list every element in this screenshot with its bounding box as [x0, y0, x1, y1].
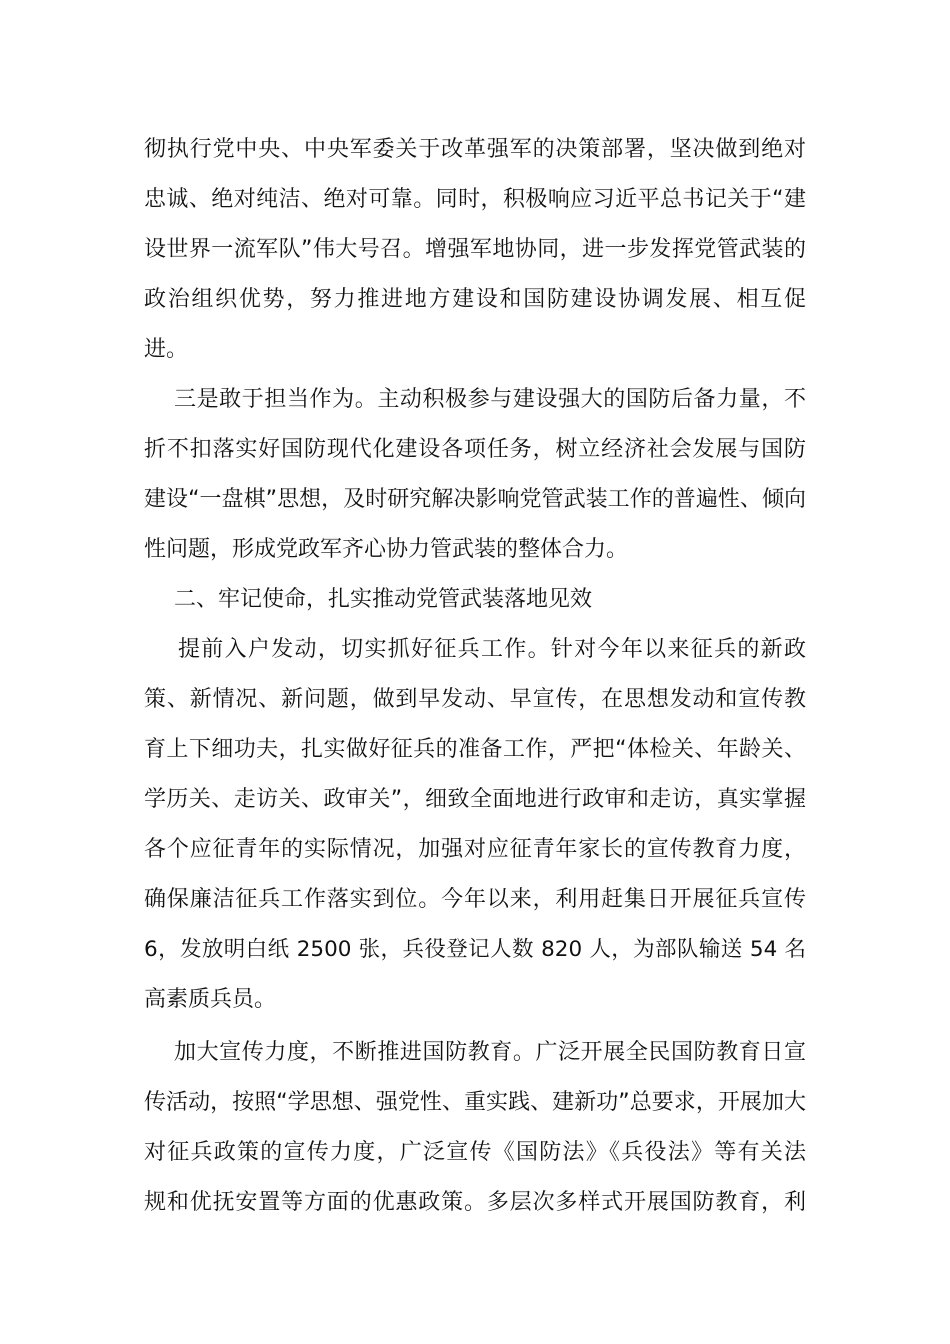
text-line: 折不扣落实好国防现代化建设各项任务，树立经济社会发展与国防: [144, 437, 806, 462]
text-line: 进。: [144, 337, 189, 362]
text-line: 忠诚、绝对纯洁、绝对可靠。同时，积极响应习近平总书记关于“建: [144, 187, 806, 212]
text-line: 育上下细功夫，扎实做好征兵的准备工作，严把“体检关、年龄关、: [144, 737, 806, 762]
section-heading: 二、牢记使命，扎实推动党管武装落地见效: [174, 587, 593, 612]
paragraph-heading-line: 三是敢于担当作为。主动积极参与建设强大的国防后备力量，不: [174, 387, 806, 412]
text-line: 传活动，按照“学思想、强党性、重实践、建新功”总要求，开展加大: [144, 1090, 806, 1115]
text-line: 高素质兵员。: [144, 987, 277, 1012]
text-line: 设世界一流军队”伟大号召。增强军地协同，进一步发挥党管武装的: [144, 237, 806, 262]
text-line: 确保廉洁征兵工作落实到位。今年以来，利用赶集日开展征兵宣传: [144, 887, 806, 912]
text-line: 规和优抚安置等方面的优惠政策。多层次多样式开展国防教育，利: [144, 1190, 806, 1215]
text-line: 对征兵政策的宣传力度，广泛宣传《国防法》《兵役法》等有关法: [144, 1140, 806, 1165]
text-line: 建设“一盘棋”思想，及时研究解决影响党管武装工作的普遍性、倾向: [144, 487, 806, 512]
text-line: 6，发放明白纸 2500 张，兵役登记人数 820 人，为部队输送 54 名: [144, 937, 806, 962]
text-line: 策、新情况、新问题，做到早发动、早宣传，在思想发动和宣传教: [144, 687, 806, 712]
text-line: 学历关、走访关、政审关”，细致全面地进行政审和走访，真实掌握: [144, 787, 806, 812]
paragraph-heading-line: 加大宣传力度，不断推进国防教育。广泛开展全民国防教育日宣: [174, 1040, 806, 1065]
document-body: [144, 125, 806, 1228]
text-line: 各个应征青年的实际情况，加强对应征青年家长的宣传教育力度，: [144, 837, 806, 862]
paragraph-heading-line: 提前入户发动，切实抓好征兵工作。针对今年以来征兵的新政: [178, 637, 806, 662]
text-line: 彻执行党中央、中央军委关于改革强军的决策部署，坚决做到绝对: [144, 137, 806, 162]
text-line: 政治组织优势，努力推进地方建设和国防建设协调发展、相互促: [144, 287, 806, 312]
text-line: 性问题，形成党政军齐心协力管武装的整体合力。: [144, 537, 629, 562]
